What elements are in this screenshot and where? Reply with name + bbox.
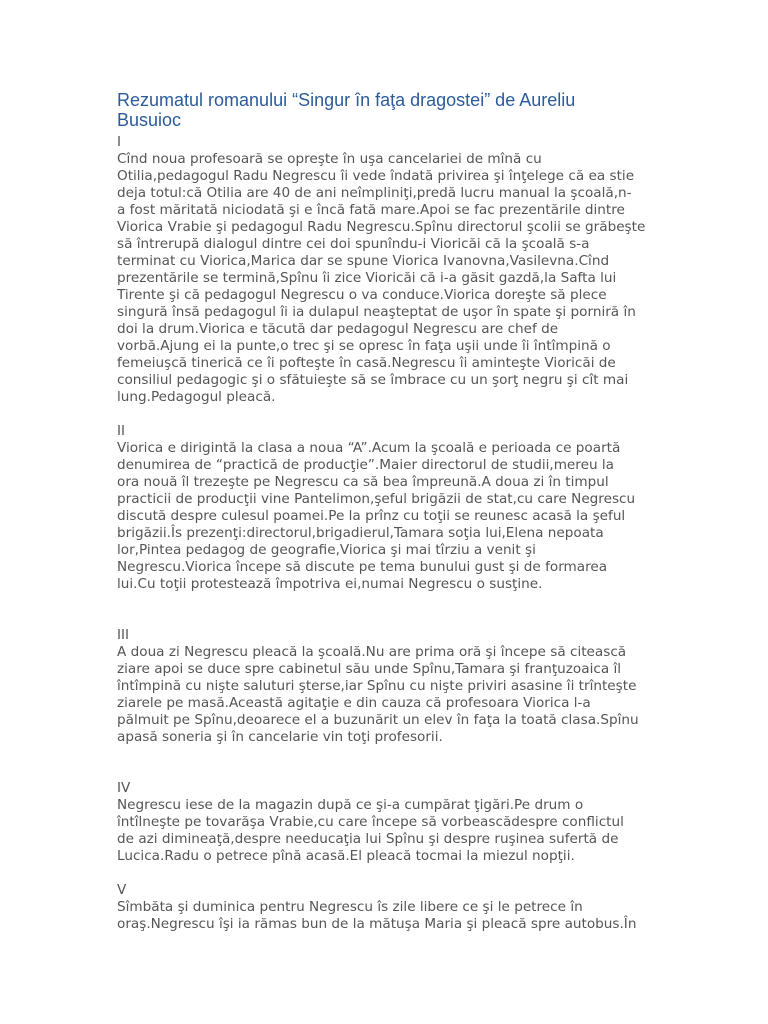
text-line: Lucica.Radu o petrece pînă acasă.El pleacă tocmai la miezul nopţii. bbox=[117, 848, 575, 864]
text-line: lung.Pedagogul pleacă. bbox=[117, 389, 276, 405]
text-line: Viorica e dirigintă la clasa a noua “A”.Acum la şcoală e perioada ce poartă bbox=[117, 440, 621, 456]
text-line: Negrescu.Viorica începe să discute pe tema bunului gust şi de formarea bbox=[117, 559, 608, 575]
text-line: de azi dimineaţă,despre needucaţia lui Spînu şi despre ruşinea sufertă de bbox=[117, 831, 619, 847]
text-line: întîmpină cu nişte saluturi şterse,iar Spînu cu nişte priviri asasine îi trînteşte bbox=[117, 678, 637, 694]
document-title-line: Busuioc bbox=[117, 110, 182, 130]
text-line: vorbă.Ajung ei la punte,o trec şi se opresc în faţa uşii unde îi întîmpină o bbox=[117, 338, 611, 354]
text-line: Otilia,pedagogul Radu Negrescu îi vede îndată privirea şi înţelege că ea stie bbox=[117, 168, 635, 184]
section-4 bbox=[117, 780, 747, 865]
text-line: ora nouă îl trezeşte pe Negrescu ca să bea împreună.A doua zi în timpul bbox=[117, 474, 609, 490]
text-line: practicii de producţii vine Pantelimon,şeful brigăzii de stat,cu care Negrescu bbox=[117, 491, 636, 507]
text-line: pălmuit pe Spînu,deoarece el a buzunărit un elev în faţa la toată clasa.Spînu bbox=[117, 712, 639, 728]
text-line: deja totul:că Otilia are 40 de ani neîmpliniţi,predă lucru manual la şcoală,n- bbox=[117, 185, 632, 201]
section-heading: IV bbox=[117, 780, 131, 796]
text-line: denumirea de “practică de producţie”.Maier directorul de studii,mereu la bbox=[117, 457, 614, 473]
text-line: singură însă pedagogul îi ia dulapul neaşteptat de uşor în spate şi porniră în bbox=[117, 304, 636, 320]
section-heading: I bbox=[117, 134, 122, 150]
text-line: Tirente şi că pedagogul Negrescu o va conduce.Viorica doreşte să plece bbox=[117, 287, 607, 303]
text-line: lor,Pintea pedagog de geografie,Viorica şi mai tîrziu a venit şi bbox=[117, 542, 536, 558]
document-title-line: Rezumatul romanului “Singur în faţa dragostei” de Aureliu bbox=[117, 90, 576, 110]
text-line: ziare apoi se duce spre cabinetul său unde Spînu,Tamara şi franţuzoaica îl bbox=[117, 661, 622, 677]
text-line: lui.Cu toţii protestează împotriva ei,numai Negrescu o susţine. bbox=[117, 576, 543, 592]
text-line: femeiuşcă tinerică ce îi pofteşte în casă.Negrescu îi aminteşte Vioricăi de bbox=[117, 355, 616, 371]
section-3 bbox=[117, 627, 747, 746]
text-line: întîlneşte pe tovarăşa Vrabie,cu care începe să vorbeascădespre conflictul bbox=[117, 814, 624, 830]
text-line: consiliul pedagogic şi o sfătuieşte să se îmbrace cu un şorţ negru şi cît mai bbox=[117, 372, 629, 388]
section-heading: III bbox=[117, 627, 130, 643]
text-line: A doua zi Negrescu pleacă la şcoală.Nu are prima oră şi începe să citească bbox=[117, 644, 627, 660]
text-line: terminat cu Viorica,Marica dar se spune Viorica Ivanovna,Vasilevna.Cînd bbox=[117, 253, 610, 269]
document-content bbox=[117, 90, 747, 933]
text-line: discută despre culesul poamei.Pe la prînz cu toţii se reunesc acasă la şeful bbox=[117, 508, 626, 524]
section-heading: V bbox=[117, 882, 127, 898]
text-line: doi la drum.Viorica e tăcută dar pedagogul Negrescu are chef de bbox=[117, 321, 559, 337]
text-line: Negrescu iese de la magazin după ce şi-a cumpărat ţigări.Pe drum o bbox=[117, 797, 584, 813]
section-1 bbox=[117, 134, 747, 406]
text-line: Sîmbăta şi duminica pentru Negrescu îs zile libere ce şi le petrece în bbox=[117, 899, 583, 915]
document-title bbox=[117, 90, 747, 130]
text-line: apasă soneria şi în cancelarie vin toţi profesorii. bbox=[117, 729, 443, 745]
text-line: brigăzii.Îs prezenţi:directorul,brigadierul,Tamara soţia lui,Elena nepoata bbox=[117, 525, 604, 541]
section-2 bbox=[117, 423, 747, 593]
text-line: Viorica Vrabie şi pedagogul Radu Negrescu.Spînu directorul şcolii se grăbeşte bbox=[117, 219, 646, 235]
text-line: prezentările se termină,Spînu îi zice Vioricăi că i-a găsit gazdă,la Safta lui bbox=[117, 270, 617, 286]
text-line: Cînd noua profesoară se opreşte în uşa cancelariei de mînă cu bbox=[117, 151, 542, 167]
text-line: să întrerupă dialogul dintre cei doi spunîndu-i Vioricăi că la şcoală s-a bbox=[117, 236, 590, 252]
text-line: a fost măritată niciodată şi e încă fată mare.Apoi se fac prezentările dintre bbox=[117, 202, 625, 218]
section-heading: II bbox=[117, 423, 126, 439]
section-5 bbox=[117, 882, 747, 933]
text-line: oraş.Negrescu îşi ia rămas bun de la mătuşa Maria şi pleacă spre autobus.În bbox=[117, 916, 637, 932]
text-line: ziarele pe masă.Această agitaţie e din cauza că profesoara Viorica l-a bbox=[117, 695, 591, 711]
